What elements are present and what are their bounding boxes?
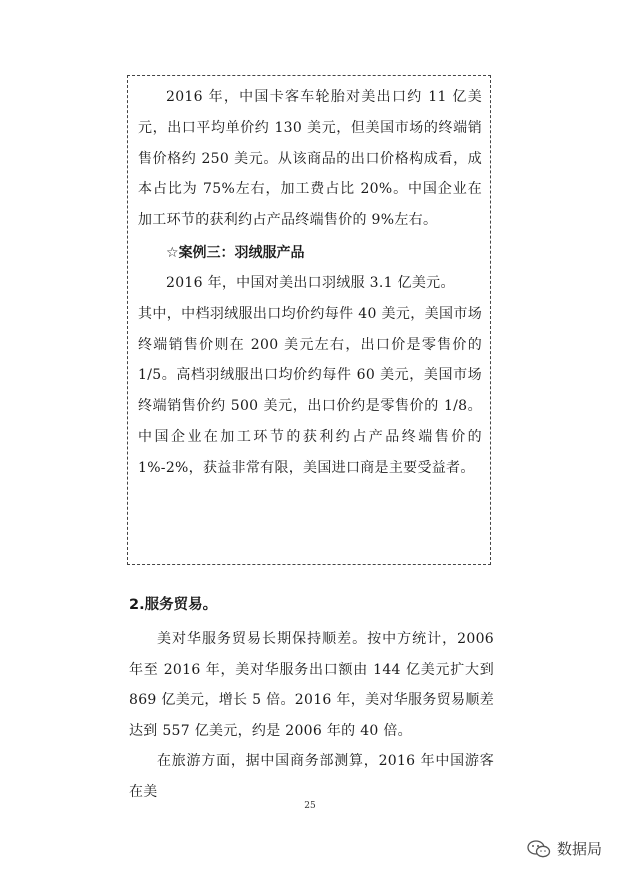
section-heading: 2.服务贸易。 [129, 597, 218, 613]
case-paragraph-down-intro: 2016 年，中国对美出口羽绒服 3.1 亿美元。 [166, 274, 455, 291]
section-paragraph-tourism: 在旅游方面，据中国商务部测算，2016 年中国游客在美 [129, 753, 494, 800]
case-paragraph-tires: 2016 年，中国卡客车轮胎对美出口约 11 亿美元，出口平均单价约 130 美元，但美国市场的终端销售价格约 250 美元。从该商品的出口价格构成看，成本占比为 75%左右，加工费占比 20%。中国企业在加工环节的获利约占产品终端售价的 9%左右。 [138, 89, 482, 229]
case-three-heading [138, 238, 482, 268]
watermark [527, 838, 602, 859]
wechat-icon [527, 840, 551, 858]
section-paragraph-surplus: 美对华服务贸易长期保持顺差。按中方统计，2006 年至 2016 年，美对华服务出口额由 144 亿美元扩大到 869 亿美元，增长 5 倍。2016 年，美对华服务贸易顺差达到 557 亿美元，约是 2006 年的 40 倍。 [129, 631, 494, 739]
case-study-box [127, 75, 491, 565]
watermark-text: 数据局 [556, 840, 602, 858]
case-three-title: 案例三：羽绒服产品 [178, 244, 305, 261]
page-number: 25 [304, 801, 316, 811]
service-trade-section [129, 590, 494, 807]
star-icon: ☆ [166, 244, 179, 261]
case-paragraph-down-detail: 其中，中档羽绒服出口均价约每件 40 美元，美国市场终端销售价则在 200 美元左右，出口价是零售价的 1/5。高档羽绒服出口均价约每件 60 美元，美国市场终端销售价约 500 美元，出口价约是零售价的 1/8。中国企业在加工环节的获利约占产品终端售价的 1%-2%，获益非常有限，美国进口商是主要受益者。 [138, 305, 482, 476]
